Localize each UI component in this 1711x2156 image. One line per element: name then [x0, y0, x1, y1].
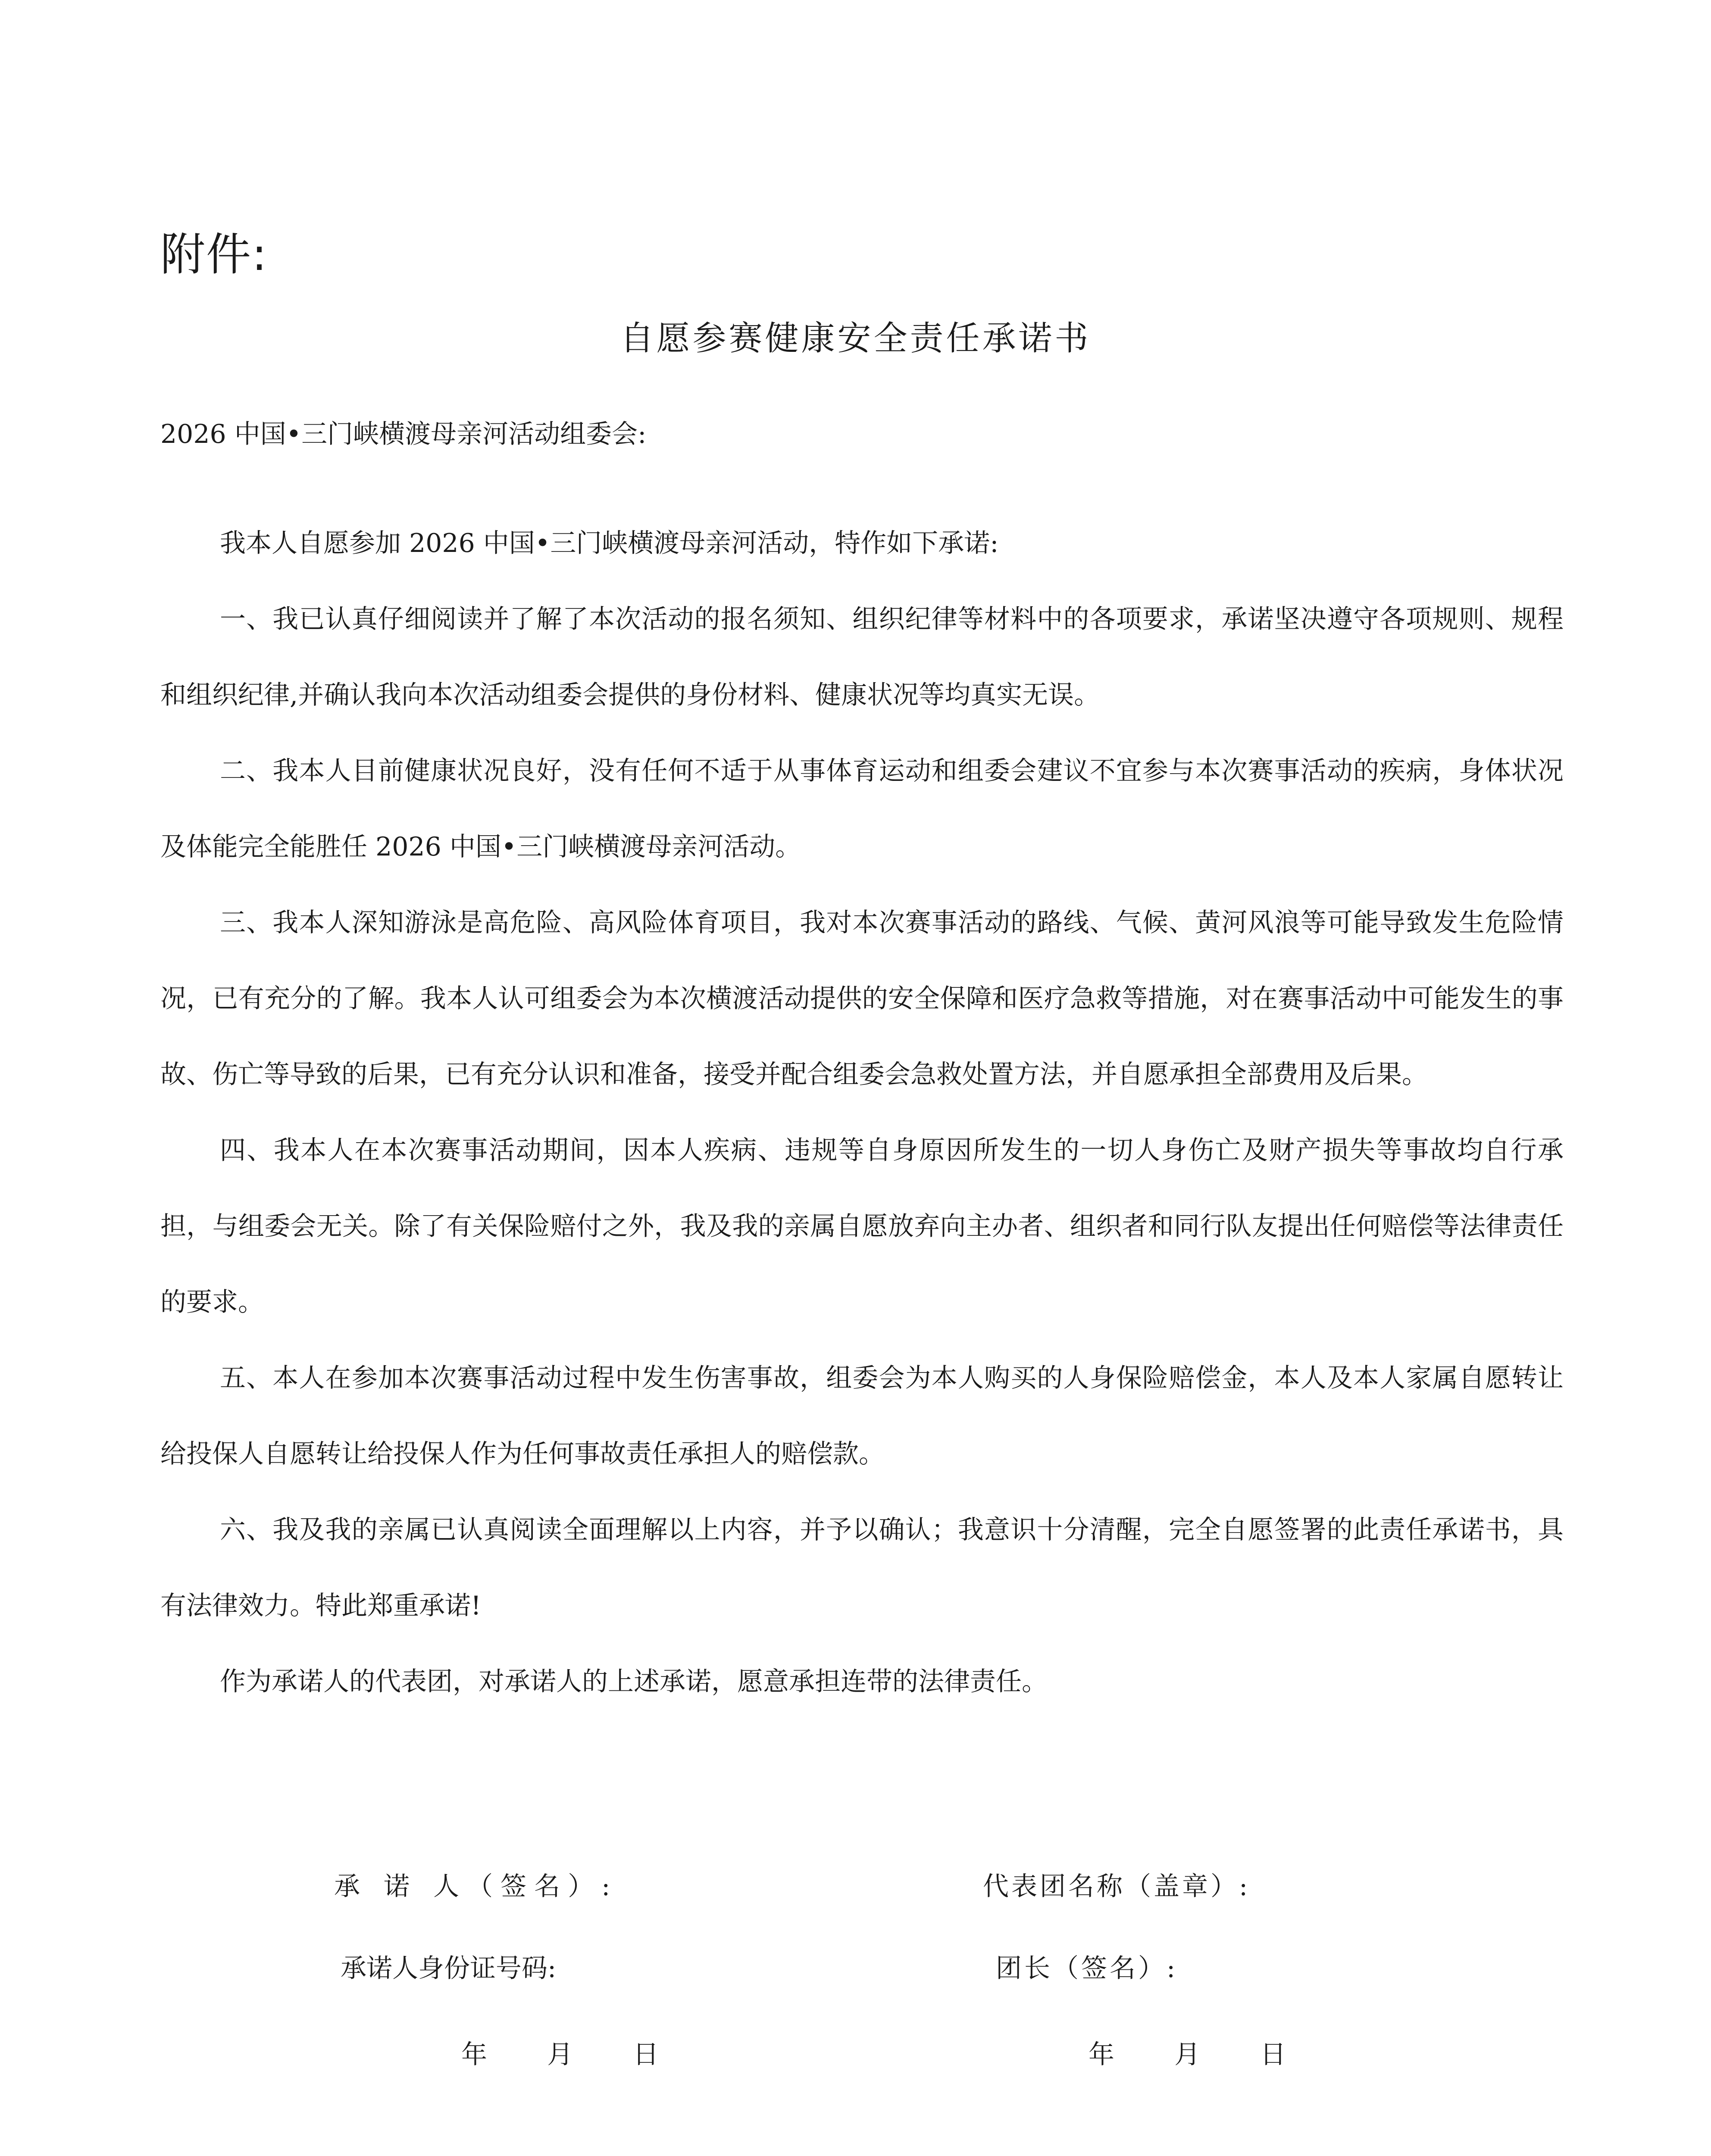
team-name-label: 代表团名称（盖章）: — [983, 1871, 1251, 1902]
paragraph-clause-2: 二、我本人目前健康状况良好，没有任何不适于从事体育运动和组委会建议不宜参与本次赛事活动的疾病，身体状况及体能完全能胜任 2026 中国•三门峡横渡母亲河活动。 — [160, 756, 1564, 862]
paragraph-intro: 我本人自愿参加 2026 中国•三门峡横渡母亲河活动，特作如下承诺: — [220, 528, 999, 558]
document-body — [160, 505, 1564, 1720]
attachment-label: 附件: — [160, 228, 268, 281]
paragraph-clause-5: 五、本人在参加本次赛事活动过程中发生伤害事故，组委会为本人购买的人身保险赔偿金，本人及本人家属自愿转让给投保人自愿转让给投保人作为任何事故责任承担人的赔偿款。 — [160, 1363, 1564, 1469]
paragraph-clause-3: 三、我本人深知游泳是高危险、高风险体育项目，我对本次赛事活动的路线、气候、黄河风浪等可能导致发生危险情况，已有充分的了解。我本人认可组委会为本次横渡活动提供的安全保障和医疗急救等措施，对在赛事活动中可能发生的事故、伤亡等导致的后果，已有充分认识和准备，接受并配合组委会急救处置方法，并自愿承担全部费用及后果。 — [160, 908, 1564, 1090]
paragraph-clause-6: 六、我及我的亲属已认真阅读全面理解以上内容，并予以确认；我意识十分清醒，完全自愿签署的此责任承诺书，具有法律效力。特此郑重承诺! — [160, 1515, 1564, 1621]
paragraph-clause-1: 一、我已认真仔细阅读并了解了本次活动的报名须知、组织纪律等材料中的各项要求，承诺坚决遵守各项规则、规程和组织纪律,并确认我向本次活动组委会提供的身份材料、健康状况等均真实无误。 — [160, 604, 1564, 710]
team-date-line: 年 月 日 — [1089, 2040, 1312, 2070]
signer-date-line: 年 月 日 — [461, 2040, 685, 2070]
signer-id-label: 承诺人身份证号码: — [341, 1953, 557, 1984]
team-leader-label: 团长（签名）: — [996, 1953, 1178, 1984]
paragraph-team-statement: 作为承诺人的代表团，对承诺人的上述承诺，愿意承担连带的法律责任。 — [220, 1667, 1048, 1697]
document-title: 自愿参赛健康安全责任承诺书 — [620, 319, 1091, 358]
paragraph-clause-4: 四、我本人在本次赛事活动期间，因本人疾病、违规等自身原因所发生的一切人身伤亡及财产损失等事故均自行承担，与组委会无关。除了有关保险赔付之外，我及我的亲属自愿放弃向主办者、组织者和同行队友提出任何赔偿等法律责任的要求。 — [160, 1135, 1564, 1317]
addressee: 2026 中国•三门峡横渡母亲河活动组委会: — [160, 419, 647, 449]
signer-name-label: 承 诺 人（签名）: — [334, 1871, 618, 1902]
signature-block — [0, 1867, 1711, 2109]
